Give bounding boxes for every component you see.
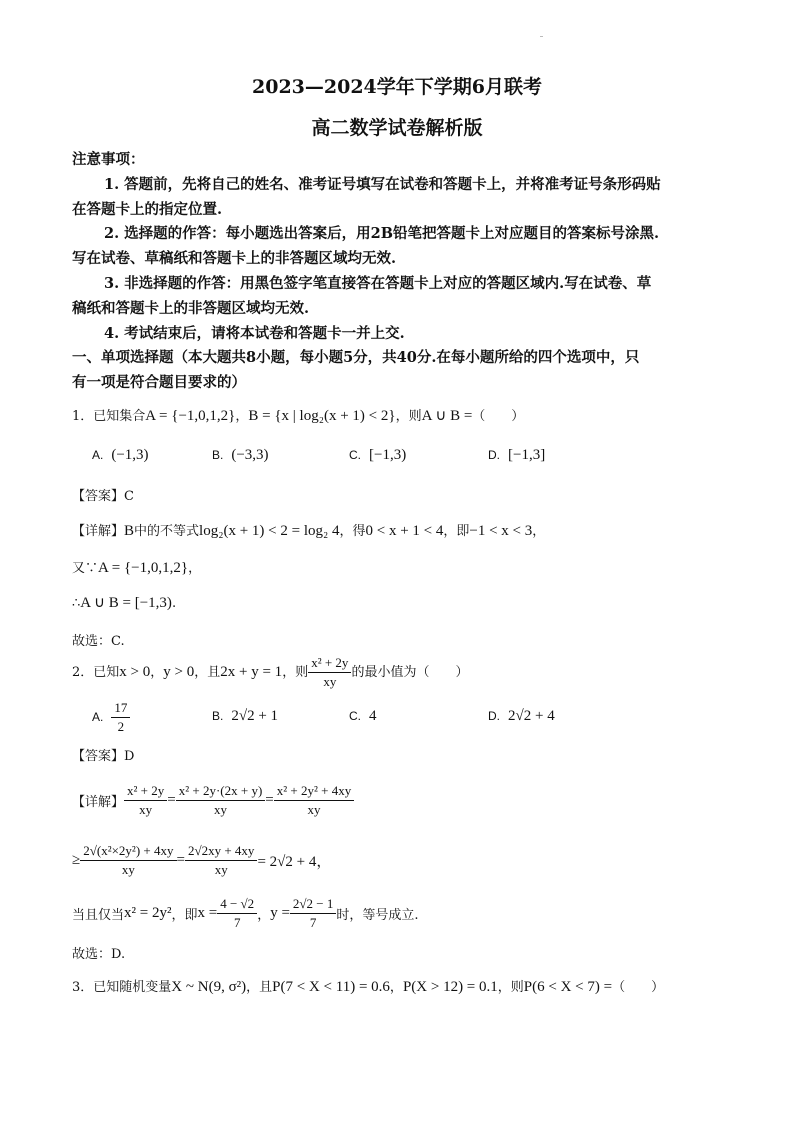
- q2-option-c: C. 4: [349, 708, 377, 724]
- notice-heading: 注意事项：: [72, 151, 145, 168]
- q2-option-d: D. 2√2 + 4: [488, 708, 555, 724]
- q1-detail-line-2: 又∵A = {−1,0,1,2}，: [72, 560, 202, 576]
- question-number: 3．: [72, 980, 94, 995]
- question-3-stem: 3．已知随机变量X ~ N(9, σ²)，且P(7 < X < 11) = 0.6，P(X > 12) = 0.1，则P(6 < X < 7) =（ ）: [72, 979, 665, 995]
- question-1-stem: 1．已知集合A = {−1,0,1,2}，B = {x | log₂(x + 1) < 2}，则A ∪ B =（ ）: [72, 408, 525, 424]
- set-a: A = {−1,0,1,2}: [145, 408, 236, 424]
- exam-title: 2023—2024学年下学期6月联考: [252, 76, 542, 98]
- exam-subtitle: 高二数学试卷解析版: [311, 117, 483, 139]
- question-number: 1．: [72, 409, 94, 424]
- question-2-stem: 2．已知x > 0，y > 0，且2x + y = 1，则 $\frac{\text{x² + 2y}}{xy}$ 的最小值为（ ）: [72, 655, 469, 689]
- set-b: B = {x | log₂(x + 1) < 2}: [248, 408, 396, 424]
- union-expr: A ∪ B =: [421, 408, 473, 424]
- section-1-heading-line-1: 一、单项选择题（本大题共8小题，每小题5分，共40分.在每小题所给的四个选项中，只: [72, 349, 640, 366]
- q2-detail-line-2: ≥ $\frac{\text{2√(x²×2y²) + 4xy}}{xy}$ = $\frac{2√2xy + 4xy}{xy}$ = 2√2 + 4，: [72, 843, 332, 877]
- q1-answer: 【答案】C: [72, 489, 134, 504]
- notice-item-4: 4. 考试结束后，请将本试卷和答题卡一并上交.: [104, 325, 405, 342]
- q1-option-d: D. [−1,3]: [488, 447, 546, 463]
- q1-conclusion: 故选：C.: [72, 634, 125, 649]
- q2-conclusion: 故选：D.: [72, 947, 126, 962]
- notice-item-2-line-2: 写在试卷、草稿纸和答题卡上的非答题区域均无效.: [72, 250, 397, 267]
- question-number: 2．: [72, 665, 94, 680]
- notice-item-1-line-1: 1. 答题前，先将自己的姓名、准考证号填写在试卷和答题卡上，并将准考证号条形码贴: [104, 176, 661, 193]
- q1-option-a: A. (−1,3): [92, 447, 149, 463]
- q2-option-a: A. $\frac{17}{2}$: [92, 700, 130, 735]
- notice-item-3-line-2: 稿纸和答题卡上的非答题区域均无效.: [72, 300, 310, 317]
- q2-detail-line-1: 【详解】 $\frac{\text{x² + 2y}}{xy}$ = $\frac{\text{x² + 2y·(2x + y)}}{xy}$ = $\frac{\text{x² + 2y² + 4xy}}{xy}$: [72, 783, 354, 818]
- notice-item-1-line-2: 在答题卡上的指定位置.: [72, 201, 223, 218]
- q2-equality-condition: 当且仅当x² = 2y²，即x = $\frac{4 - √2}{7}$ ，y = $\frac{2√2 - 1}{7}$ 时，等号成立.: [72, 896, 419, 930]
- q2-fraction: $\frac{\text{x² + 2y}}{xy}$: [308, 655, 351, 690]
- q2-answer: 【答案】D: [72, 749, 135, 764]
- scan-speck: [540, 36, 543, 37]
- q2-option-b: B. 2√2 + 1: [212, 708, 279, 724]
- q1-option-b: B. (−3,3): [212, 447, 269, 463]
- q1-detail-line-1: 【详解】B中的不等式log₂(x + 1) < 2 = log₂ 4，得0 < x + 1 < 4，即−1 < x < 3，: [72, 523, 546, 539]
- q1-option-c: C. [−1,3): [349, 447, 407, 463]
- notice-item-3-line-1: 3. 非选择题的作答：用黑色签字笔直接答在答题卡上对应的答题区域内.写在试卷、草: [104, 275, 652, 292]
- q1-detail-line-3: ∴A ∪ B = [−1,3).: [72, 595, 177, 611]
- notice-item-2-line-1: 2. 选择题的作答：每小题选出答案后，用2B铅笔把答题卡上对应题目的答案标号涂黑.: [104, 225, 660, 242]
- section-1-heading-line-2: 有一项是符合题目要求的）: [72, 374, 246, 391]
